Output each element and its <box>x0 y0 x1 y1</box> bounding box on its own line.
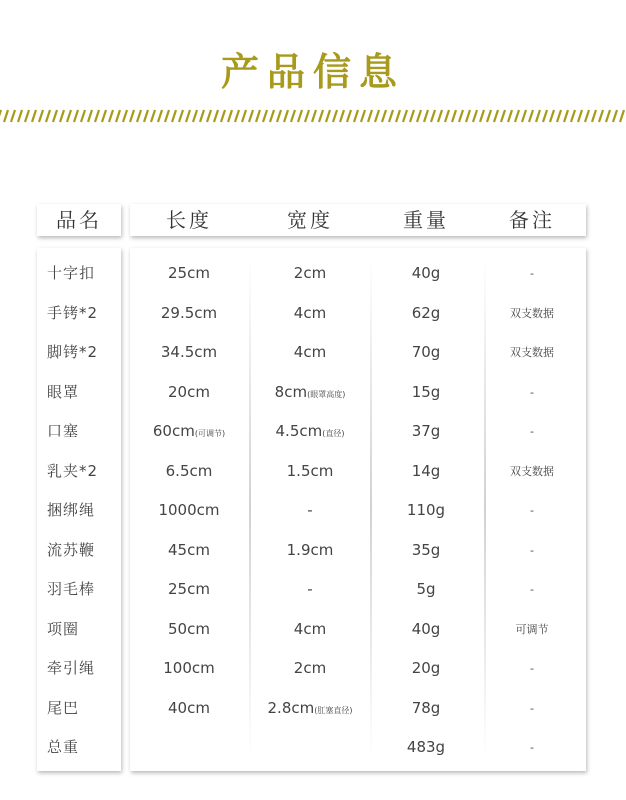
cell-weight <box>370 649 482 689</box>
header-width: 宽度 <box>287 208 333 232</box>
stripe-line <box>480 110 484 122</box>
table-row <box>0 254 626 294</box>
stripe-line <box>466 110 470 122</box>
cell-note-value: 双支数据 <box>510 464 554 478</box>
cell-width-value: 2.8cm <box>267 698 315 717</box>
cell-note <box>484 412 580 452</box>
stripe-line <box>396 110 400 122</box>
stripe-line <box>340 110 344 122</box>
stripe-line <box>571 110 575 122</box>
stripe-line <box>242 110 246 122</box>
stripe-line <box>438 110 442 122</box>
stripe-line <box>179 110 183 122</box>
cell-length <box>130 373 248 413</box>
cell-length-value: 25cm <box>168 264 210 282</box>
stripe-line <box>508 110 512 122</box>
cell-weight <box>370 689 482 729</box>
stripe-line <box>564 110 568 122</box>
stripe-line <box>403 110 407 122</box>
stripe-line <box>277 110 281 122</box>
cell-weight <box>370 728 482 768</box>
cell-name <box>47 294 127 334</box>
cell-note-value: - <box>530 385 534 399</box>
stripe-line <box>613 110 617 122</box>
cell-note-value: - <box>530 662 534 675</box>
stripe-line <box>424 110 428 122</box>
stripe-line <box>207 110 211 122</box>
header-weight: 重量 <box>403 208 449 232</box>
cell-name <box>47 333 127 373</box>
stripe-line <box>354 110 358 122</box>
cell-length <box>130 491 248 531</box>
stripe-line <box>200 110 204 122</box>
stripe-line <box>151 110 155 122</box>
table-row <box>0 689 626 729</box>
cell-width-value: 2cm <box>293 659 327 677</box>
stripe-line <box>592 110 596 122</box>
cell-length-value: 34.5cm <box>160 343 218 361</box>
stripe-line <box>452 110 456 122</box>
stripe-line <box>53 110 57 122</box>
stripe-line <box>249 110 253 122</box>
cell-length <box>130 452 248 492</box>
header-length: 长度 <box>166 208 212 232</box>
cell-weight <box>370 294 482 334</box>
stripe-line <box>585 110 589 122</box>
cell-weight-value: 62g <box>411 303 441 322</box>
stripe-line <box>473 110 477 122</box>
cell-name <box>47 610 127 650</box>
cell-note <box>484 570 580 610</box>
cell-weight <box>370 610 482 650</box>
stripe-line <box>501 110 505 122</box>
cell-weight-value: 70g <box>411 343 441 361</box>
cell-weight-value: 5g <box>416 580 436 598</box>
cell-note-value: - <box>530 543 534 557</box>
cell-note-value: - <box>530 267 534 280</box>
table-row <box>0 610 626 650</box>
cell-name <box>47 728 127 768</box>
cell-width <box>250 333 370 373</box>
stripe-line <box>39 110 43 122</box>
stripe-line <box>361 110 365 122</box>
cell-width-value: 8cm <box>274 382 308 401</box>
stripe-line <box>263 110 267 122</box>
cell-weight <box>370 412 482 452</box>
cell-width <box>250 531 370 571</box>
cell-name-value: 总重 <box>47 738 80 756</box>
cell-name-value: 牵引绳 <box>47 659 96 677</box>
stripe-line <box>417 110 421 122</box>
stripe-line <box>186 110 190 122</box>
table-row <box>0 491 626 531</box>
cell-note <box>484 649 580 689</box>
stripe-line <box>60 110 64 122</box>
stripe-line <box>116 110 120 122</box>
cell-weight <box>370 570 482 610</box>
stripe-line <box>256 110 260 122</box>
stripe-line <box>172 110 176 122</box>
cell-length-value: 40cm <box>168 698 210 717</box>
stripe-line <box>235 110 239 122</box>
table-row <box>0 728 626 768</box>
cell-width-value: 1.5cm <box>286 461 334 480</box>
stripe-line <box>382 110 386 122</box>
cell-name-value: 口塞 <box>47 422 80 440</box>
cell-weight-value: 37g <box>411 422 441 440</box>
stripe-line <box>333 110 337 122</box>
cell-note-value: 可调节 <box>515 622 549 636</box>
cell-note <box>484 254 580 294</box>
cell-width <box>250 610 370 650</box>
cell-length <box>130 649 248 689</box>
cell-length-value: 6.5cm <box>165 461 213 480</box>
cell-length-value: 50cm <box>168 619 210 638</box>
stripe-line <box>291 110 295 122</box>
stripe-line <box>620 110 624 122</box>
stripe-line <box>445 110 449 122</box>
cell-weight-value: 110g <box>406 501 446 519</box>
cell-length <box>130 570 248 610</box>
page-title: 产品信息 <box>220 50 405 94</box>
stripe-line <box>326 110 330 122</box>
cell-name-value: 脚铐*2 <box>47 343 99 361</box>
cell-width-value: - <box>307 580 313 598</box>
cell-width-value: 4cm <box>293 619 327 638</box>
table-row <box>0 412 626 452</box>
stripe-line <box>67 110 71 122</box>
cell-note-value: 双支数据 <box>510 346 554 359</box>
cell-note <box>484 373 580 413</box>
stripe-line <box>599 110 603 122</box>
cell-weight-value: 40g <box>411 619 441 638</box>
cell-name-value: 羽毛棒 <box>47 580 96 598</box>
stripe-line <box>193 110 197 122</box>
table-row <box>0 294 626 334</box>
cell-name <box>47 491 127 531</box>
cell-width <box>250 373 370 413</box>
cell-name-value: 流苏鞭 <box>47 540 96 559</box>
stripe-line <box>144 110 148 122</box>
cell-note <box>484 610 580 650</box>
stripe-line <box>536 110 540 122</box>
table-row <box>0 373 626 413</box>
cell-length-value: 20cm <box>168 382 210 401</box>
cell-weight <box>370 373 482 413</box>
cell-width <box>250 294 370 334</box>
stripe-line <box>487 110 491 122</box>
cell-weight-value: 20g <box>411 659 441 677</box>
cell-width-value: - <box>307 501 313 519</box>
cell-width <box>250 254 370 294</box>
stripe-line <box>81 110 85 122</box>
table-row <box>0 333 626 373</box>
cell-width <box>250 452 370 492</box>
stripe-line <box>543 110 547 122</box>
cell-length-value: 1000cm <box>158 501 220 519</box>
cell-note-value: - <box>530 504 534 517</box>
cell-length <box>130 412 248 452</box>
cell-note <box>484 452 580 492</box>
stripe-line <box>25 110 29 122</box>
stripe-line <box>606 110 610 122</box>
cell-weight-value: 483g <box>406 738 446 756</box>
cell-length <box>130 531 248 571</box>
cell-weight-value: 78g <box>411 698 441 717</box>
stripe-line <box>284 110 288 122</box>
cell-note-value: - <box>530 741 534 754</box>
stripe-line <box>228 110 232 122</box>
stripe-line <box>368 110 372 122</box>
stripe-line <box>270 110 274 122</box>
cell-width <box>250 689 370 729</box>
stripe-line <box>32 110 36 122</box>
stripe-line <box>298 110 302 122</box>
table-row <box>0 649 626 689</box>
stripe-line <box>165 110 169 122</box>
table-row <box>0 531 626 571</box>
stripe-line <box>95 110 99 122</box>
stripe-line <box>221 110 225 122</box>
stripe-line <box>347 110 351 122</box>
cell-width <box>250 728 370 768</box>
cell-name <box>47 531 127 571</box>
decorative-stripe <box>0 106 626 126</box>
stripe-line <box>214 110 218 122</box>
cell-length-annotation: (可调节) <box>194 429 226 438</box>
stripe-line <box>123 110 127 122</box>
stripe-line <box>4 110 8 122</box>
table-row <box>0 570 626 610</box>
header-name: 品名 <box>56 208 102 232</box>
cell-weight-value: 15g <box>411 382 441 401</box>
stripe-line <box>389 110 393 122</box>
cell-width-annotation: (直径) <box>322 429 345 438</box>
cell-width-value: 4cm <box>293 343 327 361</box>
cell-width <box>250 412 370 452</box>
cell-note-value: 双支数据 <box>510 306 554 320</box>
stripe-line <box>494 110 498 122</box>
cell-name-value: 捆绑绳 <box>47 501 96 519</box>
stripe-line <box>74 110 78 122</box>
stripe-line <box>522 110 526 122</box>
stripe-line <box>410 110 414 122</box>
cell-weight-value: 40g <box>411 264 441 282</box>
cell-length-value: 45cm <box>168 540 210 559</box>
cell-length <box>130 254 248 294</box>
stripe-line <box>375 110 379 122</box>
stripe-line <box>18 110 22 122</box>
cell-length-value: 100cm <box>163 659 215 677</box>
cell-note-value: - <box>530 701 534 715</box>
stripe-line <box>130 110 134 122</box>
cell-note <box>484 333 580 373</box>
cell-name-value: 眼罩 <box>47 382 80 401</box>
cell-note <box>484 491 580 531</box>
cell-length <box>130 294 248 334</box>
stripe-line <box>550 110 554 122</box>
cell-name <box>47 649 127 689</box>
stripe-line <box>319 110 323 122</box>
stripe-line <box>515 110 519 122</box>
cell-name-value: 尾巴 <box>47 698 80 717</box>
cell-width-value: 4.5cm <box>275 422 323 440</box>
cell-weight-value: 35g <box>411 540 441 559</box>
cell-name-value: 手铐*2 <box>47 303 99 322</box>
cell-weight-value: 14g <box>411 461 441 480</box>
stripe-line <box>137 110 141 122</box>
cell-name <box>47 570 127 610</box>
stripe-line <box>109 110 113 122</box>
stripe-line <box>529 110 533 122</box>
stripe-line <box>0 110 1 122</box>
stripe-line <box>158 110 162 122</box>
cell-name <box>47 689 127 729</box>
cell-note <box>484 728 580 768</box>
cell-weight <box>370 452 482 492</box>
cell-length <box>130 610 248 650</box>
cell-name <box>47 373 127 413</box>
stripe-line <box>11 110 15 122</box>
cell-length-value: 60cm <box>152 422 195 440</box>
cell-name-value: 项圈 <box>47 619 80 638</box>
cell-note <box>484 531 580 571</box>
cell-length <box>130 728 248 768</box>
cell-width <box>250 570 370 610</box>
cell-name-value: 十字扣 <box>47 264 96 282</box>
cell-note-value: - <box>530 425 534 438</box>
cell-width-annotation: (肛塞直径) <box>314 705 353 715</box>
stripe-line <box>578 110 582 122</box>
cell-name <box>47 254 127 294</box>
stripe-line <box>431 110 435 122</box>
cell-width <box>250 649 370 689</box>
cell-name <box>47 412 127 452</box>
cell-width-annotation: (眼罩高度) <box>307 389 346 399</box>
stripe-line <box>305 110 309 122</box>
cell-name <box>47 452 127 492</box>
cell-name-value: 乳夹*2 <box>47 461 99 480</box>
stripe-line <box>312 110 316 122</box>
cell-weight <box>370 254 482 294</box>
stripe-line <box>46 110 50 122</box>
stripe-line <box>557 110 561 122</box>
cell-length-value: 25cm <box>168 580 210 598</box>
cell-note <box>484 689 580 729</box>
cell-note-value: - <box>530 583 534 596</box>
cell-width-value: 1.9cm <box>286 540 334 559</box>
header-note: 备注 <box>509 208 555 232</box>
cell-width-value: 2cm <box>293 264 327 282</box>
table-row <box>0 452 626 492</box>
cell-length <box>130 333 248 373</box>
cell-weight <box>370 531 482 571</box>
cell-length <box>130 689 248 729</box>
cell-weight <box>370 333 482 373</box>
stripe-line <box>459 110 463 122</box>
stripe-line <box>88 110 92 122</box>
cell-note <box>484 294 580 334</box>
cell-weight <box>370 491 482 531</box>
cell-length-value: 29.5cm <box>160 303 218 322</box>
cell-width <box>250 491 370 531</box>
stripe-line <box>102 110 106 122</box>
cell-width-value: 4cm <box>293 303 327 322</box>
